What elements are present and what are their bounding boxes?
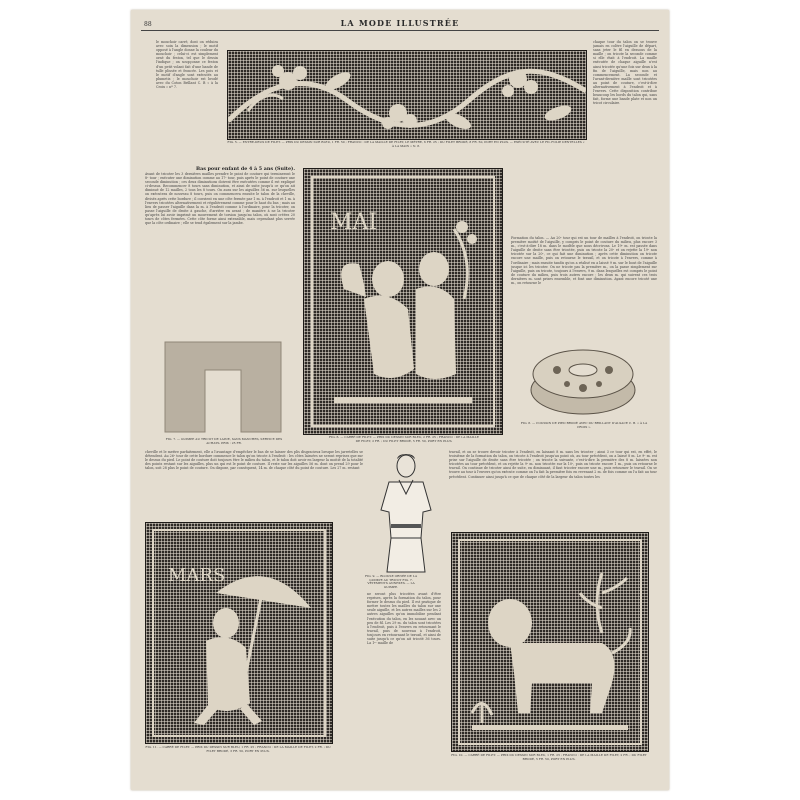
vine-motif <box>228 51 586 139</box>
lion-motif <box>452 533 648 751</box>
lace-square-fig6-mai <box>303 168 503 435</box>
text-left-top: le mouchoir carré, dont on réduira avec soin la dimension ; le motif opposé à l'angle donne la couleur du mouchoir ; celui-ci est simplement orné du feston, tel que le dessin l'indique ; on soupçonne ce feston d'un petit volant fait d'une bande de tulle plissée et froncée. Les pois et le motif d'angle sont exécutés au plumetis ; le mouchoir est brodé avec du Coton Brillant C. B « à la Croix » nº 7. <box>156 40 218 90</box>
lace-square-fig11-mars <box>145 522 333 744</box>
text-column-bottom-mid <box>367 592 441 778</box>
guimpe-illustration <box>161 340 285 434</box>
caption-fig5: FIG. 5. — ENTRE-DEUX DE FILET. — PRIX DU DESSIN SUR BLEU, 1 FR. 50 ; FRANCO : DE LA MAILLE DE FILET, LE MÈTRE, 6 FR. 25 ; DU FILET BRODÉ, 8 FR. 50, PORT EN PLUS. — EXÉCUTÉ AVEC LE FIL FOLIE DENTELLES « À LA MAIN » N. 8. <box>227 140 585 148</box>
text-column-left <box>156 40 218 166</box>
lace-square-fig10-lion <box>451 532 649 752</box>
text-left-body: Avant de tricoter les 3 dernières mailles prendre le point de couture qui termineront le 8ᵉ tour ; exécuter une diminution comme au 17ᵉ tour, puis après le point de couture une seconde diminution ; ces deux diminutions doivent être exécutées comme il est expliqué ci-dessus. Recommencer 8 tours sans diminution, et ainsi de suite jusqu'à ce qu'on ait diminué de 12 mailles, 2 tous les 8 tours. On aura sur les aiguilles 56 m. sur lesquelles on exécutera de nouveau 8 tours, puis on commencera ensuite le talon de la cheville, divisés après cette bordure ; il convient en une côte fermée par 1 m. à l'endroit et 1 m. à l'envers tricotées alternativement et régulièrement comme pour le haut du bas ; mais au lieu de passer l'aiguille dans la m. à l'endroit comme à l'ordinaire, pour la tricoter, on passe l'aiguille de droite à gauche, d'arrière en avant ; de manière à ne la tricoter qu'après lui avoir imprimé un mouvement de torsion jusqu'au talon, où sont créées 20 tours de côtes fermées. Cette côte forme ainsi extensible, mais cependant plus serrée que la côte ordinaire ; elle se tend également sur la jambe. <box>145 172 295 226</box>
figure-fig9-blouse <box>367 450 445 574</box>
caption-fig8: FIG. 8. — COUSSIN DE PIED BRODÉ AVEC DU BRILLANT D'ALSACE C. B. « À LA CROIX ». <box>520 421 648 429</box>
header-rule <box>141 30 659 31</box>
text-column-right-top <box>593 40 657 236</box>
cushion-illustration <box>527 340 639 420</box>
text-column-mid-left <box>145 450 363 516</box>
caption-fig11: FIG. 11. — CARRÉ DE FILET. — PRIX DU DESSIN SUR BLEU, 1 FR. 25 ; FRANCO : DE LA MAILLE DE FILET, 2 FR. ; DU FILET BRODÉ, 3 FR. 50, PORT EN PLUS. <box>145 745 331 753</box>
figure-fig8-coussin <box>527 340 639 420</box>
lace-band-fig5 <box>227 50 587 140</box>
caption-fig10: FIG. 10. — CARRÉ DE FILET. — PRIX DU DESSIN SUR BLEU, 1 FR. 25 ; FRANCO : DE LA MAILLE DE FILET, 2 FR. ; DU FILET BRODÉ, 5 FR. 50, PORT EN PLUS. <box>451 753 647 761</box>
magazine-page <box>131 10 669 790</box>
page-header <box>131 10 669 32</box>
text-mid-left: cheville et le mettre parfaitement, elle a l'avantage d'empêcher le bas de se laisser des plis disgracieux lorsque les jarretelles se détendent. Au 26ᵉ tour de cette bordure commence le talon qu'on tricote à l'endroit : les côtes laissées ne seront reprises que sur le dessus du pied. Le point de couture doit toujours être le milieu du talon, et le talon doit avoir en largeur la moitié de la totalité des points restant sur les aiguilles, plus un qui est le point de couture. Il reste sur les aiguilles 56 m. dont on prend 29 pour le talon, soit 28 plus le point de couture. On dispose, par conséquent, 14 m. de chaque côté du point de couture. Les 27 m. restant <box>145 450 363 471</box>
blouse-illustration <box>367 450 445 574</box>
text-column-right-mid <box>511 236 657 344</box>
caption-fig7: FIG. 7. — GUIMPE AU TRICOT DE LAINE, SANS MANCHES, SERVICE DES ACHATS. PRIX : 25 FR. <box>165 437 283 445</box>
text-mid-right: travail, et on se trouve devoir tricoter à l'endroit, en laissant 8 m. sans les tricoter ; ainsi 3 ce tour qui est, en effet, le troisième de la formation du talon, on tricote à l'endroit jusqu'au point où, au tour précédent, on a laissé 8 m. Le 9ᵉ m. est prise sur l'aiguille de droite sans être tricotée ; on tricote la suivante, c'est-à-dire la première des 8 m. laissées non tricotées au tour précédent, et on rejette la 9ᵉ m. non tricotée sur la 10ᵉ, puis on tricote encore 1 m., puis on retourne le travail. On continue de tricoter ainsi de suite, en diminuant, il faut tricoter encore une m., puis retourner le travail. On se trouve au tour à l'envers qu'on exécute comme on l'a fait la première fois en revenant 2 m. de fois comme on l'a fait au tour précédent. Continuer ainsi jusqu'à ce que de chaque côté de la largeur du talon toutes les <box>449 450 657 479</box>
umbrella-cherub-motif <box>146 523 332 743</box>
section-heading-bas: Bas pour enfant de 4 à 5 ans (Suite). <box>196 166 295 172</box>
text-bottom-mid: ne seront plus tricotées avant d'être reprises, après la formation du talon, pour former le dessus du pied. Il est pratique de mettre toutes les mailles du talon sur une seule aiguille, et les autres mailles sur les 2 autres aiguilles qu'on immobilise pendant l'exécution du talon, en les nouant avec un peu de fil. Les 29 m. du talon sont tricotées à l'endroit, puis à l'envers en retournant le travail, puis de nouveau à l'endroit, toujours en retournant le travail, et ainsi de suite jusqu'à ce qu'on ait tricoté 36 tours. La 1ʳᵉ maille de <box>367 592 441 646</box>
month-label-mai: MAI <box>330 210 378 235</box>
page-number: 88 <box>144 21 152 28</box>
month-label-mars: MARS <box>168 565 226 586</box>
text-column-left-body <box>145 166 295 344</box>
text-right-mid: Formation du talon. — Au 20ᵉ tour qui est un tour de mailles à l'endroit, on tricote la première moitié de l'aiguille, y compris le point de couture du milieu, plus encore 3 m., c'est-à-dire 18 m. dans le modèle que nous décrivons. Le 19ᵉ m. est passée dans l'aiguille de droite sans être tricotée, puis on tricote la 20ᵉ et on rejette la 19ᵉ non tricotée sur la 20ᵉ, ce qui fait une diminution ; après cette diminution on tricote encore une maille, puis on retourne le travail, et on tricote à l'envers, comme à l'ordinaire ; mais ensuite tandis qu'on a réalisé en a laissé 9 m. sur le bout de l'aiguille jusque ici les tricoter. On ne tricote pas la première m., on la passe simplement sur l'aiguille, puis on tricote, toujours à l'envers, 9 m. dans lesquelles est compris le point de couture du milieu, puis trois autres encore ; les deux m. qui suivent ces trois dernières m. sont prises ensemble, et font une diminution. Ayant encore tricoté une m., on retourne le <box>511 236 657 286</box>
caption-fig6: FIG. 6. — CARRÉ DE FILET. — PRIX DU DESSIN SUR BLEU, 2 FR. 25 ; FRANCO : DE LA MAILLE DE FILET, 2 FR. ; DU FILET BRODÉ, 5 FR. 50, PORT EN PLUS. <box>329 435 479 443</box>
caption-fig9: FIG. 9. — BLOUSE ORNÉE DE LA GUIMPE AU TRICOT FIG. 7. VÊTEMENTS ANNEXES. — LA GUIMPE. <box>364 574 417 589</box>
text-right-top: chaque tour du talon on se trouve jamais en colère l'aiguille de départ, sans jeter le fil en dessous de la maille ; on tricote la seconde comme si elle était à l'endroit. La maille exécutée de chaque aiguille n'est ainsi tricotée qu'une fois sur deux à la fin de l'aiguille, mais non au commencement. La seconde et l'avant-dernière maille sont tricotées au point de couture, c'est-à-dire alternativement à l'endroit et à l'envers. Cette disposition contribue beaucoup les bords du talon qui, sans fait, forme une bande plate et non un tricot circulaire. <box>593 40 657 106</box>
figure-fig7-guimpe <box>161 340 285 434</box>
cherubs-motif <box>304 169 502 434</box>
text-column-mid-right <box>449 450 657 528</box>
page-title: LA MODE ILLUSTRÉE <box>340 18 460 28</box>
